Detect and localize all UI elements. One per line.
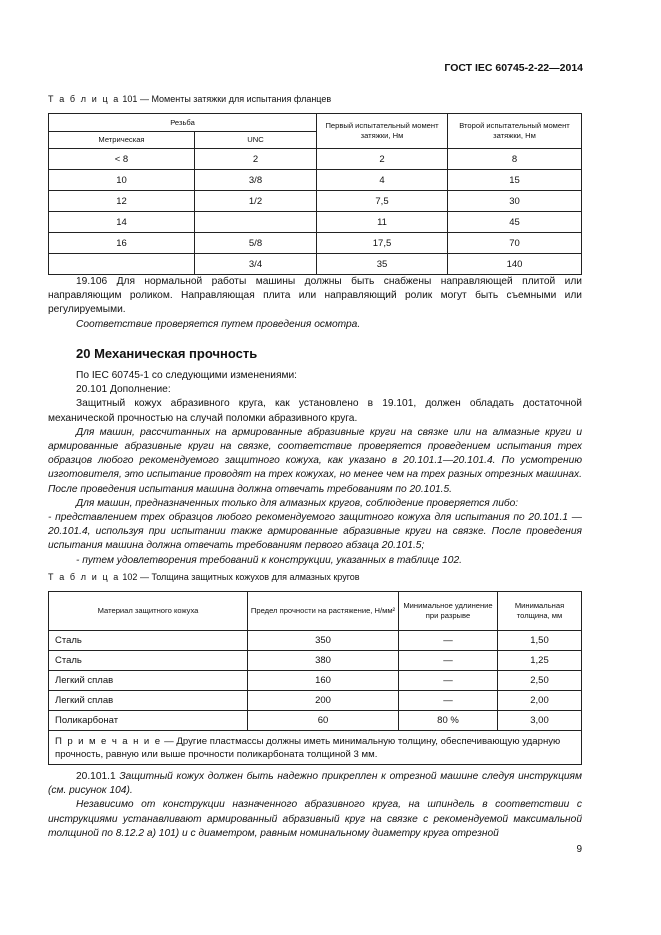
table-caption-text: 102 — Толщина защитных кожухов для алмазных кругов [122, 572, 360, 582]
metric-header: Метрическая [49, 132, 195, 149]
table-caption-label: Т а б л и ц а [48, 572, 120, 582]
cell: 5/8 [195, 233, 317, 254]
table-row [49, 691, 582, 711]
table-row [49, 711, 582, 731]
cell: — [399, 671, 498, 691]
cell: Легкий сплав [49, 671, 248, 691]
table-row [49, 651, 582, 671]
table-note [49, 731, 582, 765]
cell: 10 [49, 170, 195, 191]
cell: 3/8 [195, 170, 317, 191]
guard-thickness-table [48, 591, 582, 765]
section-heading: 20 Механическая прочность [76, 346, 258, 361]
elongation-header: Минимальное удлинение при разрыве [399, 592, 498, 631]
table-row [49, 631, 582, 651]
paragraph: Независимо от конструкции назначенного абразивного круга, на шпиндель в соответствии с инструкциями устанавливают армированный абразивный круг на связке с рекомендуемой максимальной толщиной по 8.12.2 a) 101) и с диаметром, равным номинальному диаметру круга отрезной [48, 799, 582, 839]
document-id: ГОСТ IEC 60745-2-22—2014 [444, 62, 583, 74]
cell: 350 [248, 631, 399, 651]
cell: 200 [248, 691, 399, 711]
cell: 2,50 [498, 671, 582, 691]
cell: — [399, 651, 498, 671]
paragraph: Для машин, предназначенных только для алмазных кругов, соблюдение проверяется либо: [76, 497, 519, 509]
cell: 1/2 [195, 191, 317, 212]
paragraph: Защитный кожух абразивного круга, как установлено в 19.101, должен обладать достаточной механической прочностью на случай поломки абразивного круга. [48, 398, 582, 424]
list-item: - путем удовлетворения требований к конструкции, указанных в таблице 102. [76, 554, 462, 566]
thickness-header: Минимальная толщина, мм [498, 592, 582, 631]
cell: Сталь [49, 631, 248, 651]
compliance-paragraph: Соответствие проверяется путем проведения осмотра. [76, 318, 361, 330]
clause-19-106 [48, 275, 582, 332]
cell: 35 [317, 254, 448, 275]
cell: 3/4 [195, 254, 317, 275]
clause-number: 20.101.1 [76, 771, 120, 782]
note-label: П р и м е ч а н и е [55, 736, 162, 747]
cell: Поликарбонат [49, 711, 248, 731]
paragraph: По IEC 60745-1 со следующими изменениями: [76, 370, 297, 381]
table-row [49, 212, 582, 233]
cell: 140 [448, 254, 582, 275]
cell: 12 [49, 191, 195, 212]
cell: < 8 [49, 149, 195, 170]
cell: 1,25 [498, 651, 582, 671]
page-number: 9 [576, 844, 582, 855]
unc-header: UNC [195, 132, 317, 149]
cell: 3,00 [498, 711, 582, 731]
table-row [49, 671, 582, 691]
table-102-caption [48, 572, 360, 582]
cell: 8 [448, 149, 582, 170]
section-20-body [48, 369, 582, 568]
table-row [49, 254, 582, 275]
cell: 2 [317, 149, 448, 170]
cell: 17,5 [317, 233, 448, 254]
note-text: — Другие пластмассы должны иметь минимальную толщину, обеспечивающую ударную прочность, равную или выше прочности поликарбоната толщиной 3 мм. [55, 736, 561, 760]
paragraph: 19.106 Для нормальной работы машины должны быть снабжены направляющей плитой или направляющим роликом. Направляющая плита или направляющий ролик могут быть съемными или регулируемыми. [48, 276, 582, 316]
table-row [49, 170, 582, 191]
cell: 11 [317, 212, 448, 233]
table-row [49, 233, 582, 254]
table-caption-label: Т а б л и ц а [48, 94, 120, 104]
cell: 7,5 [317, 191, 448, 212]
second-torque-header: Второй испытательный момент затяжки, Нм [448, 114, 582, 149]
cell: 14 [49, 212, 195, 233]
paragraph: Для машин, рассчитанных на армированные абразивные круги на связке или на алмазные круги и армированные абразивные круги на связке, соответствие проверяется проведением испытания трех образцов любого рекомендуемого защитного кожуха, как указано в 20.101.1—20.101.4. По усмотрению изготовителя, это испытание проводят на трех кожухах, но менее чем на трех разных отрезных машинах. После проведения испытания машина должна отвечать требованиям по 20.101.5. [48, 426, 582, 495]
table-row [49, 191, 582, 212]
paragraph [48, 770, 582, 798]
cell: — [399, 631, 498, 651]
clause-text: Защитный кожух должен быть надежно прикреплен к отрезной машине следуя инструкциям (см. рисунок 104). [48, 771, 582, 797]
cell: 2 [195, 149, 317, 170]
cell: 45 [448, 212, 582, 233]
cell: 160 [248, 671, 399, 691]
cell: 30 [448, 191, 582, 212]
note-row [49, 731, 582, 765]
table-caption-text: 101 — Моменты затяжки для испытания фланцев [122, 94, 332, 104]
cell: 70 [448, 233, 582, 254]
cell: 380 [248, 651, 399, 671]
cell: 1,50 [498, 631, 582, 651]
cell: 60 [248, 711, 399, 731]
first-torque-header: Первый испытательный момент затяжки, Нм [317, 114, 448, 149]
cell: Сталь [49, 651, 248, 671]
cell: 4 [317, 170, 448, 191]
list-item: - представлением трех образцов любого рекомендуемого защитного кожуха для испытания по 20.101.1 — 20.101.4, используя при испытании также армированные абразивные круги на связке. После проведения испытания машина должна отвечать требованиям первого абзаца 20.101.5; [48, 512, 582, 552]
cell [49, 254, 195, 275]
cell [195, 212, 317, 233]
cell: 16 [49, 233, 195, 254]
clause-20-101-1 [48, 770, 582, 841]
cell: 15 [448, 170, 582, 191]
cell: Легкий сплав [49, 691, 248, 711]
cell: — [399, 691, 498, 711]
torque-table [48, 113, 582, 275]
table-101-caption [48, 94, 331, 104]
material-header: Материал защитного кожуха [49, 592, 248, 631]
thread-header: Резьба [49, 114, 317, 132]
tensile-header: Предел прочности на растяжение, Н/мм² [248, 592, 399, 631]
cell: 2,00 [498, 691, 582, 711]
cell: 80 % [399, 711, 498, 731]
table-row [49, 149, 582, 170]
paragraph: 20.101 Дополнение: [76, 384, 171, 396]
